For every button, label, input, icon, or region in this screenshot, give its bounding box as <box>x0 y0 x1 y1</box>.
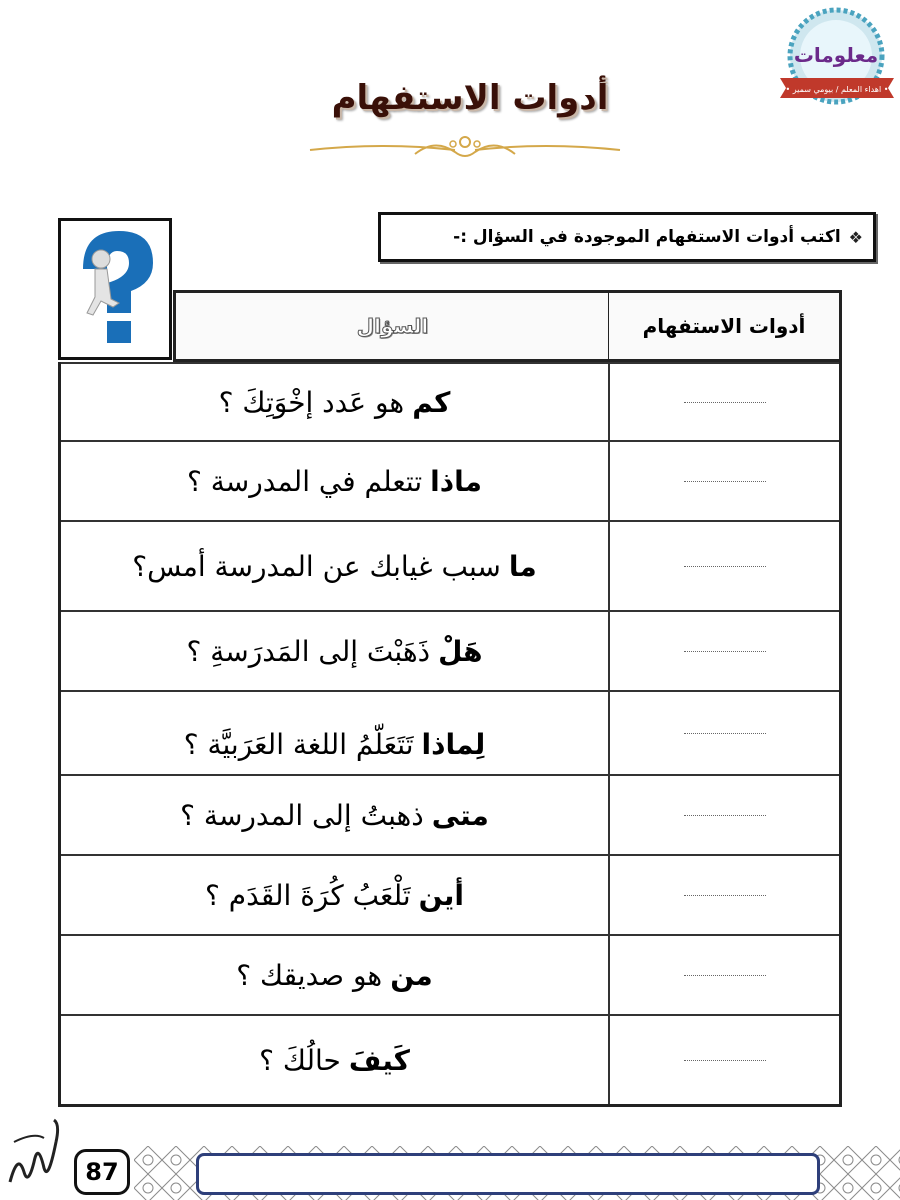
table-row <box>61 520 839 610</box>
question-text: سبب غيابك عن المدرسة أمس؟ <box>132 549 501 583</box>
title-ornament <box>305 128 625 168</box>
diamond-bullet-icon: ❖ <box>848 227 863 247</box>
answer-cell[interactable] <box>610 364 839 440</box>
logo-title: معلومات <box>793 43 879 67</box>
answer-cell[interactable] <box>610 522 839 610</box>
question-mark-figure-icon <box>61 221 169 357</box>
answer-cell[interactable] <box>610 856 839 934</box>
question-tool: كم <box>412 385 451 419</box>
answer-cell[interactable] <box>610 692 839 774</box>
question-tool: ماذا <box>430 464 482 498</box>
answer-blank[interactable] <box>684 815 766 816</box>
iqra-signature-icon <box>4 1112 68 1192</box>
table-row <box>61 1014 839 1104</box>
instruction-box <box>378 212 876 262</box>
question-text: تَلْعَبُ كُرَةَ القَدَم ؟ <box>205 878 411 912</box>
logo-caption: • اهداء المعلم / بيومي سمير • <box>785 85 889 94</box>
table-row <box>61 854 839 934</box>
answer-cell[interactable] <box>610 612 839 690</box>
table-rows <box>58 362 842 1107</box>
question-text: هو عَدد إخْوَتِكَ ؟ <box>218 385 405 419</box>
answer-blank[interactable] <box>684 651 766 652</box>
table-row <box>61 610 839 690</box>
answer-blank[interactable] <box>684 975 766 976</box>
table-row <box>61 934 839 1014</box>
page-title: أدوات الاستفهام <box>331 78 609 118</box>
header-tool-label: أدوات الاستفهام <box>642 314 806 338</box>
answer-cell[interactable] <box>610 1016 839 1104</box>
table-row <box>61 774 839 854</box>
table-row <box>61 690 839 774</box>
table-row <box>61 440 839 520</box>
question-cell <box>61 364 610 440</box>
question-text: هو صديقك ؟ <box>236 958 383 992</box>
logo-badge <box>778 4 896 116</box>
question-tool: كَيفَ <box>348 1043 410 1077</box>
footer-box <box>196 1153 820 1195</box>
question-text: تتعلم في المدرسة ؟ <box>187 464 423 498</box>
question-figure-image <box>58 218 172 360</box>
question-cell <box>61 936 610 1014</box>
question-cell <box>61 442 610 520</box>
question-text: ذَهَبْتَ إلى المَدرَسةِ ؟ <box>186 634 431 668</box>
question-tool: لِماذا <box>421 727 486 761</box>
header-question-label: السؤال <box>356 314 429 338</box>
table-row <box>61 362 839 440</box>
answer-cell[interactable] <box>610 442 839 520</box>
question-tool: متى <box>431 798 489 832</box>
answer-blank[interactable] <box>684 733 766 734</box>
answer-cell[interactable] <box>610 936 839 1014</box>
header-tool <box>608 290 842 362</box>
question-tool: ما <box>508 549 537 583</box>
page-number: 87 <box>74 1149 130 1195</box>
answer-cell[interactable] <box>610 776 839 854</box>
question-cell <box>61 612 610 690</box>
question-cell <box>61 692 610 774</box>
answer-blank[interactable] <box>684 481 766 482</box>
question-cell <box>61 856 610 934</box>
header-question <box>173 290 610 362</box>
question-cell <box>61 776 610 854</box>
instruction-text: اكتب أدوات الاستفهام الموجودة في السؤال :- <box>453 227 841 247</box>
answer-blank[interactable] <box>684 1060 766 1061</box>
answer-blank[interactable] <box>684 402 766 403</box>
question-text: ذهبتُ إلى المدرسة ؟ <box>180 798 424 832</box>
question-tool: أين <box>418 878 464 912</box>
question-text: تَتَعَلّمُ اللغة العَرَبيَّة ؟ <box>183 727 414 761</box>
answer-blank[interactable] <box>684 566 766 567</box>
question-cell <box>61 522 610 610</box>
question-tool: هَلْ <box>438 634 483 668</box>
question-text: حالُكَ ؟ <box>259 1043 341 1077</box>
answer-blank[interactable] <box>684 895 766 896</box>
question-cell <box>61 1016 610 1104</box>
question-tool: من <box>390 958 433 992</box>
